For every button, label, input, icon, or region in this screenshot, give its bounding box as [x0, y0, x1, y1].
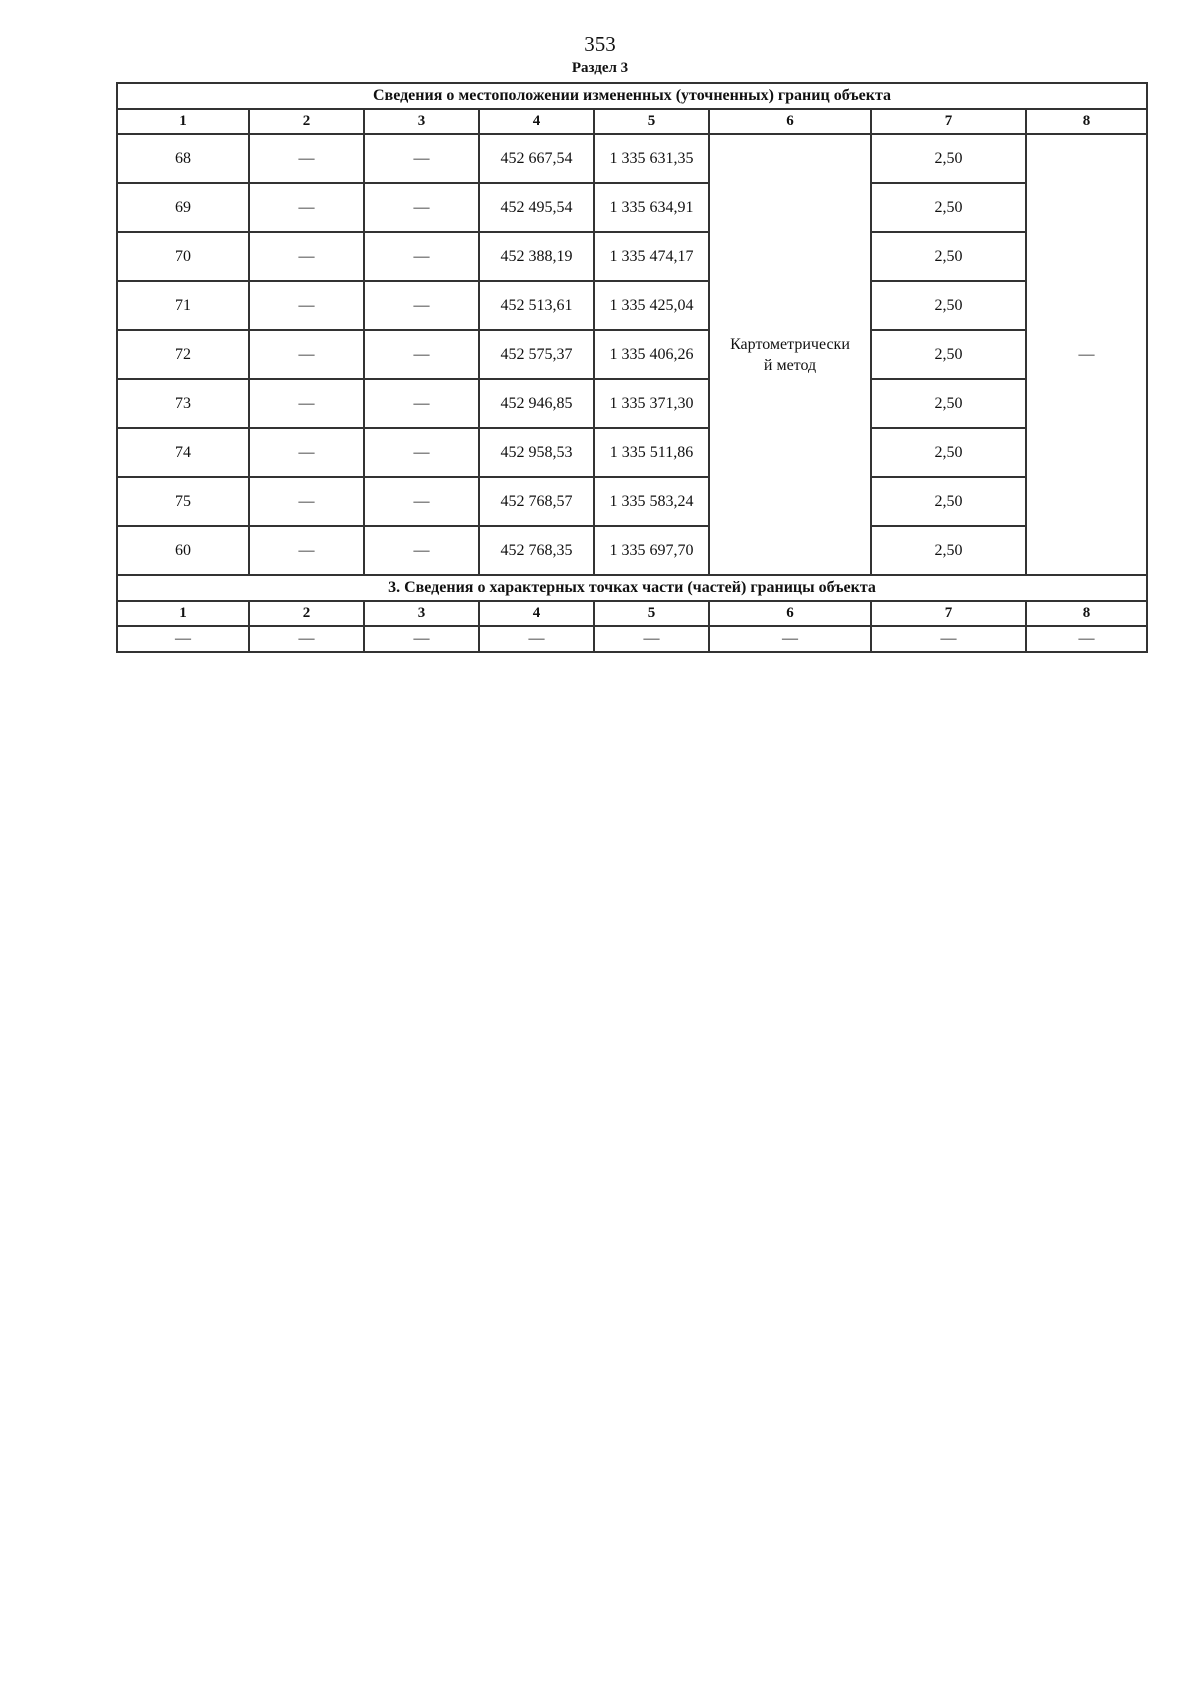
cell-c7: 2,50 — [871, 477, 1026, 526]
cell-c5: 1 335 371,30 — [594, 379, 709, 428]
table-row — [117, 477, 1147, 526]
table-row — [117, 232, 1147, 281]
column-number: 6 — [709, 601, 871, 626]
cell-c3: — — [364, 134, 479, 183]
column-number: 8 — [1026, 601, 1147, 626]
cell-c2: — — [249, 379, 364, 428]
column-number: 2 — [249, 601, 364, 626]
cell-c3: — — [364, 183, 479, 232]
cell-c5: 1 335 634,91 — [594, 183, 709, 232]
cell-c4: 452 768,35 — [479, 526, 594, 575]
cell-c7: 2,50 — [871, 232, 1026, 281]
cell-c7: 2,50 — [871, 330, 1026, 379]
table2-row — [117, 626, 1147, 652]
cell-c2: — — [249, 232, 364, 281]
cell-c7: 2,50 — [871, 526, 1026, 575]
col8-cell: — — [1026, 134, 1147, 575]
cell-c5: 1 335 697,70 — [594, 526, 709, 575]
cell-c1: 74 — [117, 428, 249, 477]
table-row — [117, 281, 1147, 330]
cell-c4: 452 667,54 — [479, 134, 594, 183]
cell-c1: 71 — [117, 281, 249, 330]
cell-c2: — — [249, 428, 364, 477]
table2-cell: — — [117, 626, 249, 652]
table2-cell: — — [871, 626, 1026, 652]
cell-c4: 452 513,61 — [479, 281, 594, 330]
column-number: 3 — [364, 601, 479, 626]
method-cell: Картометрически й метод — [709, 134, 871, 575]
boundary-table — [116, 82, 1148, 653]
cell-c5: 1 335 425,04 — [594, 281, 709, 330]
cell-c1: 60 — [117, 526, 249, 575]
cell-c4: 452 495,54 — [479, 183, 594, 232]
cell-c5: 1 335 583,24 — [594, 477, 709, 526]
table-row — [117, 183, 1147, 232]
table2-cell: — — [709, 626, 871, 652]
cell-c2: — — [249, 526, 364, 575]
cell-c4: 452 946,85 — [479, 379, 594, 428]
column-number: 1 — [117, 601, 249, 626]
cell-c7: 2,50 — [871, 428, 1026, 477]
column-number: 7 — [871, 109, 1026, 134]
column-number: 8 — [1026, 109, 1147, 134]
cell-c4: 452 575,37 — [479, 330, 594, 379]
table2-caption: 3. Сведения о характерных точках части (частей) границы объекта — [117, 575, 1147, 601]
column-number: 7 — [871, 601, 1026, 626]
column-number: 4 — [479, 601, 594, 626]
column-number-row — [117, 109, 1147, 134]
cell-c1: 75 — [117, 477, 249, 526]
table-caption-row — [117, 83, 1147, 109]
cell-c3: — — [364, 428, 479, 477]
cell-c3: — — [364, 526, 479, 575]
cell-c5: 1 335 406,26 — [594, 330, 709, 379]
column-number: 1 — [117, 109, 249, 134]
cell-c2: — — [249, 183, 364, 232]
table-caption: Сведения о местоположении измененных (уточненных) границ объекта — [117, 83, 1147, 109]
cell-c7: 2,50 — [871, 134, 1026, 183]
cell-c7: 2,50 — [871, 379, 1026, 428]
cell-c1: 70 — [117, 232, 249, 281]
table2-caption-row — [117, 575, 1147, 601]
cell-c4: 452 958,53 — [479, 428, 594, 477]
cell-c3: — — [364, 477, 479, 526]
cell-c2: — — [249, 281, 364, 330]
column-number: 3 — [364, 109, 479, 134]
table2-cell: — — [594, 626, 709, 652]
cell-c7: 2,50 — [871, 281, 1026, 330]
cell-c5: 1 335 631,35 — [594, 134, 709, 183]
table-row — [117, 330, 1147, 379]
column-number: 5 — [594, 109, 709, 134]
column-number: 2 — [249, 109, 364, 134]
table2-cell: — — [364, 626, 479, 652]
table2-cell: — — [479, 626, 594, 652]
cell-c2: — — [249, 477, 364, 526]
table-row — [117, 134, 1147, 183]
column-number-row-2 — [117, 601, 1147, 626]
cell-c5: 1 335 474,17 — [594, 232, 709, 281]
cell-c2: — — [249, 134, 364, 183]
cell-c1: 73 — [117, 379, 249, 428]
table-row — [117, 428, 1147, 477]
section-title: Раздел 3 — [571, 60, 629, 76]
cell-c3: — — [364, 379, 479, 428]
column-number: 4 — [479, 109, 594, 134]
cell-c1: 69 — [117, 183, 249, 232]
column-number: 6 — [709, 109, 871, 134]
cell-c3: — — [364, 232, 479, 281]
cell-c7: 2,50 — [871, 183, 1026, 232]
cell-c3: — — [364, 281, 479, 330]
cell-c4: 452 768,57 — [479, 477, 594, 526]
cell-c5: 1 335 511,86 — [594, 428, 709, 477]
cell-c2: — — [249, 330, 364, 379]
table-row — [117, 526, 1147, 575]
column-number: 5 — [594, 601, 709, 626]
table2-cell: — — [249, 626, 364, 652]
cell-c4: 452 388,19 — [479, 232, 594, 281]
table2-cell: — — [1026, 626, 1147, 652]
cell-c3: — — [364, 330, 479, 379]
cell-c1: 72 — [117, 330, 249, 379]
page-number: 353 — [584, 32, 616, 56]
cell-c1: 68 — [117, 134, 249, 183]
table-row — [117, 379, 1147, 428]
